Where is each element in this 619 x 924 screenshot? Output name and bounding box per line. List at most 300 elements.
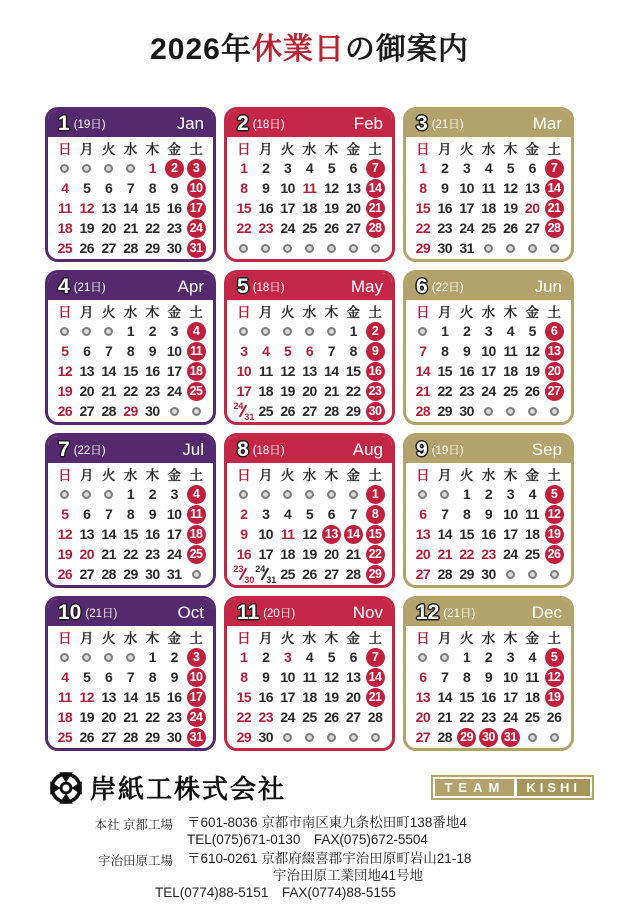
no-date-dot — [60, 653, 69, 662]
holiday-date: 1 — [419, 160, 427, 176]
weekday-label: 日 — [416, 631, 430, 646]
working-date: 12 — [524, 343, 540, 359]
working-date: 24 — [280, 220, 295, 236]
holiday-date: 26 — [57, 403, 73, 419]
working-date: 22 — [145, 709, 160, 725]
closed-day-circle: 19 — [545, 525, 564, 544]
working-date: 10 — [280, 180, 295, 196]
closed-day-circle: 15 — [366, 525, 385, 544]
working-date: 17 — [166, 526, 182, 542]
weekday-label: 金 — [346, 305, 360, 320]
no-date-dot — [418, 327, 427, 336]
holiday-date: 14 — [415, 363, 431, 379]
closed-day-circle: 3 — [187, 648, 206, 667]
working-date: 26 — [302, 566, 317, 582]
working-date: 5 — [83, 180, 91, 196]
no-date-dot — [239, 327, 248, 336]
footer — [0, 769, 619, 903]
working-date: 6 — [349, 160, 357, 176]
month-number: 1 — [58, 112, 70, 135]
weekday-label: 金 — [346, 468, 360, 483]
no-date-dot — [528, 407, 537, 416]
holiday-date: 15 — [415, 200, 431, 216]
working-date: 9 — [262, 180, 270, 196]
working-date: 5 — [327, 160, 335, 176]
no-date-dot — [506, 244, 515, 253]
weekday-label: 日 — [416, 142, 430, 157]
working-date: 1 — [462, 486, 471, 502]
weekday-label: 水 — [481, 142, 496, 157]
month-header — [48, 110, 213, 137]
weekday-label: 金 — [346, 631, 360, 646]
working-date: 9 — [170, 180, 178, 196]
month-abbr: Sep — [531, 439, 562, 459]
holiday-date: 5 — [61, 343, 69, 359]
working-date: 22 — [123, 383, 138, 399]
working-date: 4 — [283, 506, 292, 522]
holiday-date: 22 — [236, 709, 252, 725]
month-working-days-label: (20日) — [263, 607, 296, 620]
no-date-dot — [327, 490, 336, 499]
working-date: 5 — [506, 160, 514, 176]
working-date: 28 — [123, 729, 138, 745]
weekday-label: 日 — [58, 468, 72, 483]
month-header — [227, 273, 392, 300]
working-date: 4 — [528, 649, 536, 665]
working-date: 19 — [503, 200, 518, 216]
weekday-label: 月 — [438, 142, 452, 157]
holiday-date: 8 — [240, 669, 248, 685]
stacked-dates: 23 30 — [233, 563, 255, 585]
calendar-grid — [45, 107, 574, 751]
working-date: 24 — [459, 220, 474, 236]
working-date: 20 — [302, 383, 317, 399]
month-working-days-label: (18日) — [252, 281, 285, 294]
closed-day-circle: 3 — [187, 159, 206, 178]
month-body — [406, 137, 571, 261]
working-date: 6 — [349, 649, 357, 665]
closed-day-circle: 18 — [187, 525, 206, 544]
working-date: 18 — [524, 689, 540, 705]
weekday-label: 水 — [123, 468, 138, 483]
weekday-label: 土 — [189, 468, 203, 483]
no-date-dot — [550, 733, 559, 742]
month-working-days-label: (18日) — [252, 444, 285, 457]
weekday-label: 月 — [259, 142, 273, 157]
title-year: 2026年 — [150, 33, 252, 66]
working-date: 24 — [503, 546, 518, 562]
weekday-label: 土 — [368, 142, 382, 157]
no-date-dot — [104, 490, 113, 499]
holiday-date: 11 — [58, 200, 72, 216]
month-abbr: Nov — [352, 602, 383, 622]
working-date: 11 — [302, 669, 317, 685]
no-date-dot — [305, 490, 314, 499]
month-card-oct — [45, 596, 216, 751]
no-date-dot — [327, 733, 336, 742]
working-date: 15 — [123, 363, 138, 379]
weekday-label: 土 — [547, 305, 561, 320]
address-block — [0, 814, 619, 901]
month-header — [406, 599, 571, 626]
working-date: 30 — [145, 403, 160, 419]
month-number: 12 — [416, 601, 440, 624]
working-date: 3 — [283, 160, 292, 176]
weekday-label: 日 — [416, 305, 430, 320]
working-date: 26 — [79, 729, 95, 745]
working-date: 13 — [79, 526, 95, 542]
brand-row — [0, 769, 619, 806]
month-working-days-label: (21日) — [431, 118, 464, 131]
closed-day-circle: 25 — [187, 545, 206, 564]
working-date: 19 — [302, 546, 317, 562]
closed-day-circle: 17 — [187, 688, 206, 707]
working-date: 5 — [83, 669, 91, 685]
month-header — [48, 273, 213, 300]
working-date: 19 — [324, 200, 339, 216]
holiday-date: 27 — [415, 729, 431, 745]
weekday-label: 金 — [167, 305, 181, 320]
working-date: 11 — [525, 506, 540, 522]
closed-day-circle: 5 — [545, 648, 564, 667]
closed-day-circle: 29 — [366, 565, 385, 584]
working-date: 31 — [459, 240, 474, 256]
closed-day-circle: 25 — [187, 382, 206, 401]
working-date: 15 — [345, 363, 361, 379]
working-date: 25 — [503, 383, 518, 399]
working-date: 30 — [166, 240, 182, 256]
working-date: 16 — [145, 526, 160, 542]
closed-day-circle: 9 — [366, 342, 385, 361]
holiday-date: 11 — [302, 180, 317, 196]
holiday-date: 28 — [415, 403, 431, 419]
closed-day-circle: 4 — [187, 322, 206, 341]
working-date: 23 — [459, 383, 474, 399]
no-date-dot — [60, 327, 69, 336]
working-date: 26 — [324, 709, 339, 725]
working-date: 17 — [258, 546, 274, 562]
working-date: 13 — [101, 200, 116, 216]
weekday-label: 木 — [145, 142, 160, 157]
month-number: 6 — [416, 275, 428, 298]
working-date: 26 — [524, 383, 540, 399]
weekday-label: 月 — [80, 468, 94, 483]
working-date: 22 — [145, 220, 160, 236]
month-working-days-label: (18日) — [252, 118, 285, 131]
month-abbr: Feb — [353, 113, 383, 133]
month-number: 11 — [237, 601, 260, 624]
holiday-date: 27 — [415, 566, 431, 582]
no-date-dot — [418, 490, 427, 499]
no-date-dot — [261, 244, 270, 253]
holiday-date: 20 — [415, 709, 431, 725]
no-date-dot — [126, 653, 135, 662]
working-date: 14 — [123, 689, 138, 705]
month-abbr: Jan — [176, 113, 204, 133]
working-date: 9 — [484, 506, 493, 522]
working-date: 26 — [324, 220, 339, 236]
weekday-label: 日 — [58, 631, 72, 646]
month-header — [48, 436, 213, 463]
working-date: 9 — [170, 669, 178, 685]
no-date-dot — [440, 653, 449, 662]
closed-day-circle: 28 — [366, 219, 385, 238]
working-date: 16 — [258, 689, 274, 705]
working-date: 23 — [481, 709, 496, 725]
no-date-dot — [506, 570, 515, 579]
weekday-label: 土 — [547, 468, 561, 483]
no-date-dot — [550, 570, 559, 579]
holiday-date: 1 — [148, 160, 156, 176]
holiday-date: 23 — [258, 709, 274, 725]
working-date: 8 — [148, 180, 156, 196]
working-date: 25 — [524, 546, 540, 562]
weekday-label: 月 — [438, 631, 452, 646]
closed-day-circle: 2 — [165, 159, 184, 178]
working-date: 30 — [481, 566, 496, 582]
no-date-dot — [104, 653, 113, 662]
working-date: 2 — [441, 160, 449, 176]
team-kishi-badge — [431, 775, 594, 800]
month-working-days-label: (19日) — [431, 444, 464, 457]
month-body — [48, 137, 213, 261]
working-date: 10 — [503, 669, 518, 685]
working-date: 8 — [462, 669, 471, 685]
holiday-date: 4 — [262, 343, 270, 359]
closed-day-circle: 12 — [545, 505, 564, 524]
working-date: 8 — [462, 506, 471, 522]
holiday-date: 20 — [524, 200, 540, 216]
closed-day-circle: 12 — [545, 668, 564, 687]
working-date: 18 — [302, 200, 317, 216]
month-number: 5 — [237, 275, 249, 298]
month-body — [227, 626, 392, 750]
weekday-label: 日 — [237, 631, 251, 646]
working-date: 21 — [345, 546, 361, 562]
month-body — [227, 463, 392, 587]
closed-day-circle: 31 — [187, 239, 206, 258]
working-date: 27 — [302, 403, 317, 419]
month-card-mar — [403, 107, 574, 262]
month-number: 7 — [58, 438, 70, 461]
holiday-date: 21 — [437, 546, 453, 562]
company-name: 岸紙工株式会社 — [90, 774, 287, 804]
month-abbr: May — [350, 276, 383, 296]
weekday-label: 金 — [525, 468, 539, 483]
weekday-label: 火 — [101, 468, 116, 483]
weekday-label: 水 — [481, 305, 496, 320]
working-date: 26 — [280, 403, 295, 419]
working-date: 19 — [280, 383, 295, 399]
weekday-label: 金 — [525, 305, 539, 320]
weekday-label: 日 — [416, 468, 430, 483]
no-date-dot — [261, 490, 270, 499]
holiday-date: 25 — [57, 240, 73, 256]
working-date: 12 — [302, 526, 317, 542]
working-date: 10 — [166, 343, 182, 359]
no-date-dot — [60, 490, 69, 499]
weekday-label: 水 — [123, 631, 138, 646]
working-date: 27 — [524, 220, 540, 236]
working-date: 2 — [262, 160, 270, 176]
no-date-dot — [327, 327, 336, 336]
weekday-label: 木 — [503, 142, 518, 157]
holiday-date: 20 — [415, 546, 431, 562]
working-date: 14 — [101, 363, 116, 379]
stacked-dates: 24 31 — [255, 563, 277, 585]
holiday-date: 1 — [240, 649, 248, 665]
weekday-label: 金 — [525, 631, 539, 646]
title-suffix: の御案内 — [344, 33, 469, 66]
weekday-label: 日 — [237, 142, 251, 157]
holiday-date: 8 — [240, 180, 248, 196]
working-date: 15 — [145, 689, 160, 705]
working-date: 7 — [441, 506, 449, 522]
working-date: 27 — [79, 403, 95, 419]
weekday-label: 水 — [302, 305, 317, 320]
weekday-label: 土 — [368, 631, 382, 646]
working-date: 5 — [305, 506, 314, 522]
working-date: 10 — [481, 343, 496, 359]
holiday-date: 22 — [415, 220, 431, 236]
working-date: 30 — [258, 729, 274, 745]
office-label: 本社 京都工場 — [94, 818, 173, 832]
holiday-date: 12 — [57, 526, 73, 542]
working-date: 13 — [345, 180, 361, 196]
weekday-label: 土 — [189, 305, 203, 320]
month-abbr: Oct — [177, 602, 204, 622]
no-date-dot — [283, 733, 292, 742]
working-date: 3 — [462, 160, 471, 176]
working-date: 28 — [437, 729, 453, 745]
working-date: 14 — [123, 200, 138, 216]
holiday-date: 8 — [419, 180, 427, 196]
working-date: 7 — [126, 669, 135, 685]
working-date: 12 — [324, 180, 339, 196]
no-date-dot — [192, 570, 201, 579]
weekday-label: 木 — [503, 631, 518, 646]
working-date: 18 — [302, 689, 317, 705]
holiday-date: 29 — [123, 403, 138, 419]
working-date: 21 — [101, 546, 116, 562]
month-working-days-label: (19日) — [73, 118, 106, 131]
working-date: 7 — [126, 180, 135, 196]
month-header — [227, 436, 392, 463]
working-date: 17 — [503, 526, 518, 542]
working-date: 25 — [258, 403, 274, 419]
weekday-label: 水 — [481, 468, 496, 483]
company-logo-icon — [48, 770, 84, 806]
month-body — [227, 300, 392, 424]
weekday-label: 木 — [145, 468, 160, 483]
no-date-dot — [371, 244, 380, 253]
badge-kishi-label: KISHI — [517, 779, 590, 796]
working-date: 29 — [123, 566, 138, 582]
month-abbr: Jul — [182, 439, 204, 459]
closed-day-circle: 7 — [366, 159, 385, 178]
closed-day-circle: 14 — [545, 179, 564, 198]
holiday-date: 23 — [481, 546, 496, 562]
working-date: 16 — [145, 363, 160, 379]
no-date-dot — [440, 490, 449, 499]
month-working-days-label: (21日) — [443, 607, 476, 620]
no-date-dot — [484, 407, 493, 416]
holiday-date: 2 — [240, 506, 248, 522]
stacked-dates: 24 31 — [233, 400, 255, 422]
month-abbr: Dec — [531, 602, 562, 622]
working-date: 25 — [302, 709, 317, 725]
working-date: 8 — [441, 343, 449, 359]
working-date: 28 — [367, 709, 383, 725]
closed-day-circle: 14 — [366, 668, 385, 687]
month-body — [406, 626, 571, 750]
working-date: 20 — [345, 200, 361, 216]
holiday-date: 12 — [79, 689, 95, 705]
month-header — [48, 599, 213, 626]
office-line: TEL(0774)88-5151 FAX(0774)88-5155 — [155, 885, 396, 900]
no-date-dot — [305, 244, 314, 253]
weekday-label: 水 — [123, 305, 138, 320]
working-date: 28 — [101, 403, 116, 419]
no-date-dot — [528, 733, 537, 742]
no-date-dot — [104, 164, 113, 173]
working-date: 21 — [437, 709, 453, 725]
holiday-date: 9 — [240, 526, 248, 542]
no-date-dot — [371, 733, 380, 742]
working-date: 26 — [503, 220, 518, 236]
month-body — [48, 626, 213, 750]
working-date: 6 — [83, 506, 91, 522]
holiday-date: 1 — [240, 160, 248, 176]
no-date-dot — [104, 327, 113, 336]
office-line: 宇治田原工業団地41号地 — [273, 868, 424, 883]
weekday-label: 土 — [547, 631, 561, 646]
weekday-label: 木 — [324, 142, 339, 157]
working-date: 23 — [166, 220, 182, 236]
working-date: 12 — [503, 180, 518, 196]
holiday-date: 7 — [419, 343, 427, 359]
working-date: 16 — [481, 689, 496, 705]
working-date: 16 — [258, 200, 274, 216]
working-date: 20 — [101, 220, 116, 236]
working-date: 13 — [79, 363, 95, 379]
month-number: 8 — [237, 438, 249, 461]
holiday-date: 25 — [57, 729, 73, 745]
weekday-label: 木 — [324, 305, 339, 320]
working-date: 29 — [145, 729, 160, 745]
month-card-aug — [224, 433, 395, 588]
working-date: 9 — [148, 506, 156, 522]
weekday-label: 月 — [438, 305, 452, 320]
no-date-dot — [528, 244, 537, 253]
working-date: 6 — [528, 160, 536, 176]
weekday-label: 月 — [259, 305, 273, 320]
month-working-days-label: (22日) — [431, 281, 464, 294]
weekday-label: 金 — [167, 631, 181, 646]
weekday-label: 日 — [237, 468, 251, 483]
working-date: 16 — [437, 200, 453, 216]
working-date: 29 — [145, 240, 160, 256]
closed-day-circle: 28 — [545, 219, 564, 238]
weekday-label: 木 — [324, 468, 339, 483]
working-date: 2 — [484, 486, 493, 502]
working-date: 10 — [459, 180, 474, 196]
working-date: 19 — [524, 363, 540, 379]
working-date: 5 — [327, 649, 335, 665]
holiday-date: 18 — [57, 220, 73, 236]
holiday-date: 20 — [79, 546, 95, 562]
month-header — [406, 436, 571, 463]
